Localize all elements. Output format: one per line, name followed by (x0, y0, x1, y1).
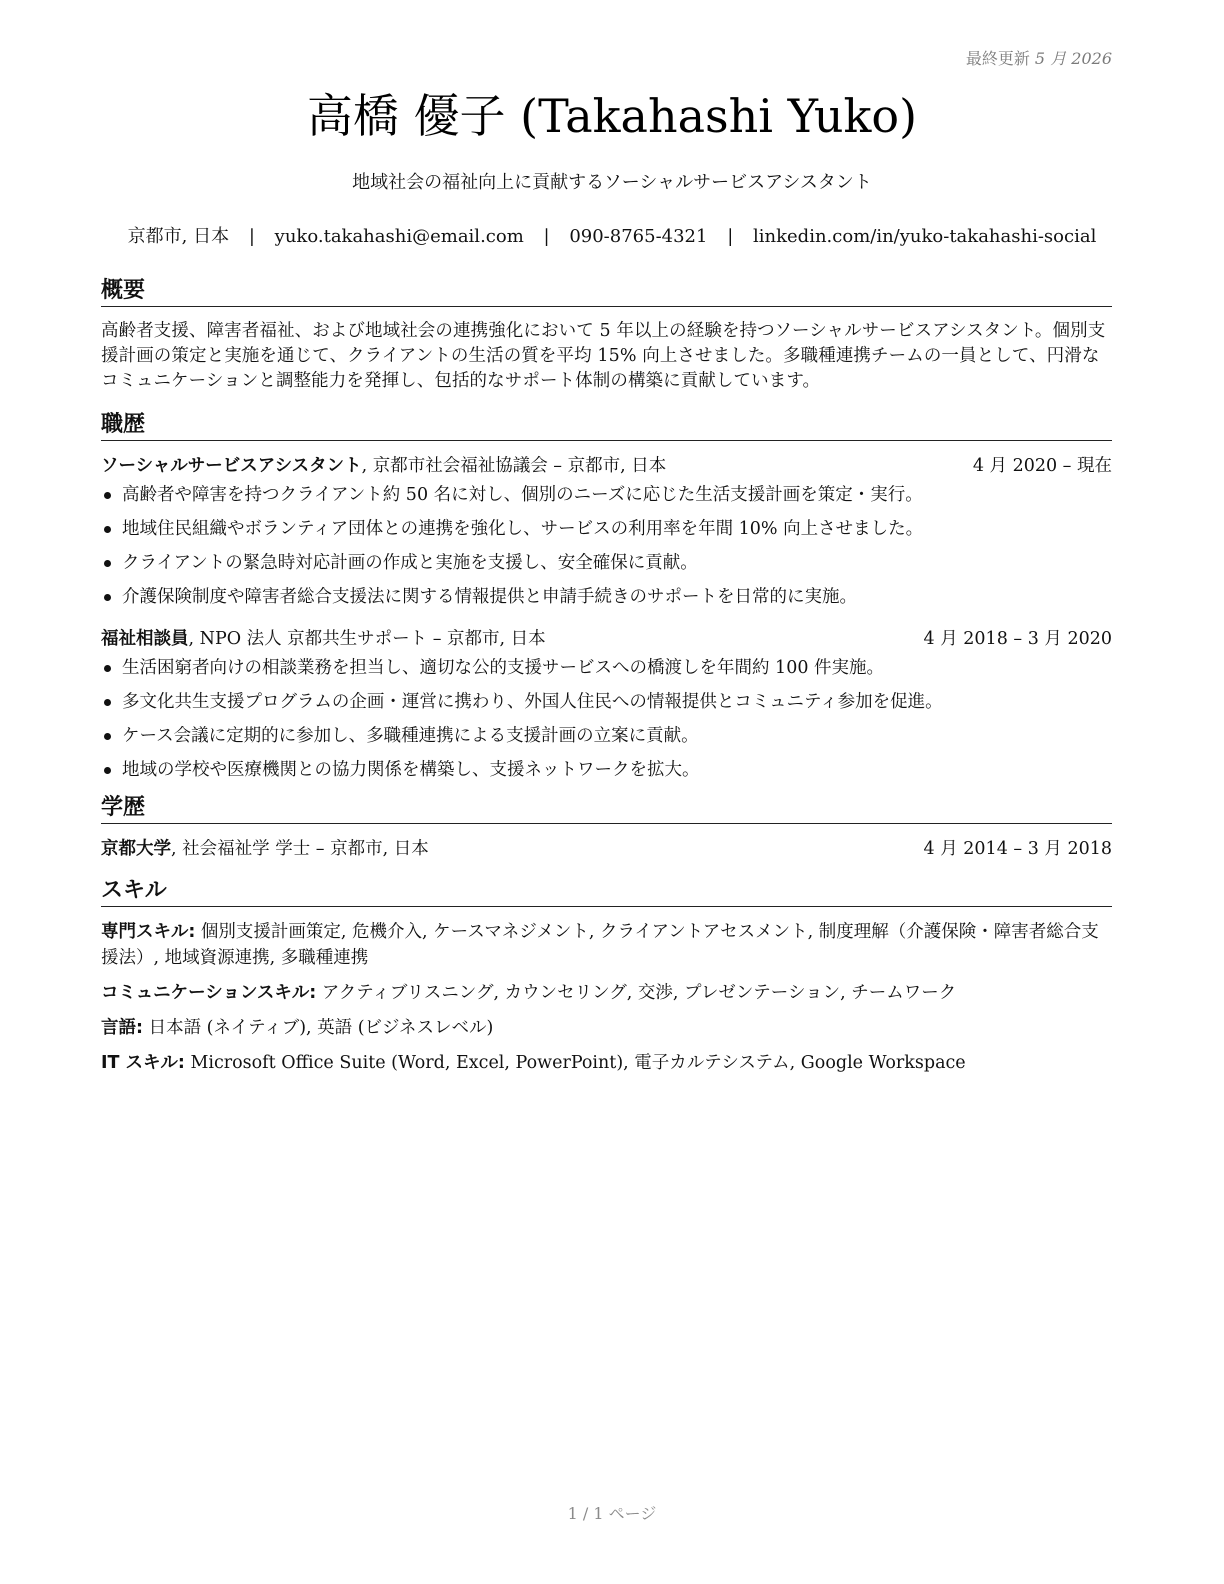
job-bullet: 地域住民組織やボランティア団体との連携を強化し、サービスの利用率を年間 10% 向上させました。 (101, 516, 1112, 542)
job-entry (101, 626, 1112, 783)
skill-value: Microsoft Office Suite (Word, Excel, PowerPoint), 電子カルテシステム, Google Workspace (184, 1053, 966, 1073)
last-updated (966, 46, 1112, 69)
job-role: ソーシャルサービスアシスタント (101, 456, 362, 476)
job-bullet: 介護保険制度や障害者総合支援法に関する情報提供と申請手続きのサポートを日常的に実施。 (101, 584, 1112, 610)
education-entry (101, 836, 1112, 862)
education-title-line (101, 836, 429, 862)
section-title-skills: スキル (101, 876, 1112, 907)
skill-line (101, 980, 1112, 1006)
job-role: 福祉相談員 (101, 629, 189, 649)
skill-line (101, 1050, 1112, 1076)
contact-phone[interactable]: 090-8765-4321 (569, 226, 708, 247)
job-bullet: クライアントの緊急時対応計画の作成と実施を支援し、安全確保に貢献。 (101, 550, 1112, 576)
job-header (101, 453, 1112, 479)
job-bullet: ケース会議に定期的に参加し、多職種連携による支援計画の立案に貢献。 (101, 723, 1112, 749)
resume-content (101, 276, 1112, 1076)
skill-label: 言語: (101, 1018, 143, 1038)
education-detail: , 社会福祉学 学士 – 京都市, 日本 (171, 839, 429, 859)
education-school: 京都大学 (101, 839, 171, 859)
last-updated-date: 5 月 2026 (1034, 49, 1112, 68)
contact-linkedin[interactable]: linkedin.com/in/yuko-takahashi-social (753, 226, 1097, 247)
skill-value: 日本語 (ネイティブ), 英語 (ビジネスレベル) (143, 1018, 494, 1038)
job-title-line (101, 453, 666, 479)
contact-separator: | (543, 226, 550, 247)
job-dates: 4 月 2020 – 現在 (972, 456, 1112, 476)
skill-line (101, 919, 1112, 971)
job-title-line (101, 626, 546, 652)
job-bullet: 多文化共生支援プログラムの企画・運営に携わり、外国人住民への情報提供とコミュニティ参加を促進。 (101, 689, 1112, 715)
contact-email[interactable]: yuko.takahashi@email.com (274, 226, 524, 247)
contact-separator: | (727, 226, 734, 247)
section-title-summary: 概要 (101, 276, 1112, 307)
skill-value: アクティブリスニング, カウンセリング, 交渉, プレゼンテーション, チームワーク (316, 983, 957, 1003)
summary-text: 高齢者支援、障害者福祉、および地域社会の連携強化において 5 年以上の経験を持つソーシャルサービスアシスタント。個別支援計画の策定と実施を通じて、クライアントの生活の質を平均 15% 向上させました。多職種連携チームの一員として、円滑なコミュニケーションと調整能力を発揮し、包括的なサポート体制の構築に貢献しています。 (101, 321, 1106, 391)
job-bullet: 生活困窮者向けの相談業務を担当し、適切な公的支援サービスへの橋渡しを年間約 100 件実施。 (101, 655, 1112, 681)
contact-line (0, 225, 1224, 249)
section-title-experience: 職歴 (101, 410, 1112, 441)
job-entry (101, 453, 1112, 610)
skill-label: IT スキル: (101, 1053, 185, 1073)
skill-line (101, 1015, 1112, 1041)
job-bullet: 高齢者や障害を持つクライアント約 50 名に対し、個別のニーズに応じた生活支援計画を策定・実行。 (101, 482, 1112, 508)
education-dates: 4 月 2014 – 3 月 2018 (923, 839, 1112, 859)
contact-separator: | (248, 226, 255, 247)
skill-label: 専門スキル: (101, 922, 196, 942)
job-org: , 京都市社会福祉協議会 – 京都市, 日本 (361, 456, 667, 476)
skill-label: コミュニケーションスキル: (101, 983, 317, 1003)
section-title-education: 学歴 (101, 793, 1112, 824)
job-org: , NPO 法人 京都共生サポート – 京都市, 日本 (188, 629, 546, 649)
candidate-tagline: 地域社会の福祉向上に貢献するソーシャルサービスアシスタント (352, 172, 872, 193)
job-bullets (101, 655, 1112, 783)
job-bullet: 地域の学校や医療機関との協力関係を構築し、支援ネットワークを拡大。 (101, 757, 1112, 783)
candidate-name: 高橋 優子 (Takahashi Yuko) (306, 89, 918, 143)
skill-value: 個別支援計画策定, 危機介入, ケースマネジメント, クライアントアセスメント, 制度理解（介護保険・障害者総合支援法）, 地域資源連携, 多職種連携 (101, 922, 1099, 968)
page-indicator: 1 / 1 ページ (567, 1504, 657, 1523)
last-updated-label: 最終更新 (965, 49, 1030, 68)
contact-location: 京都市, 日本 (127, 226, 230, 247)
education-header (101, 836, 1112, 862)
job-dates: 4 月 2018 – 3 月 2020 (923, 629, 1112, 649)
job-bullets (101, 482, 1112, 610)
job-header (101, 626, 1112, 652)
